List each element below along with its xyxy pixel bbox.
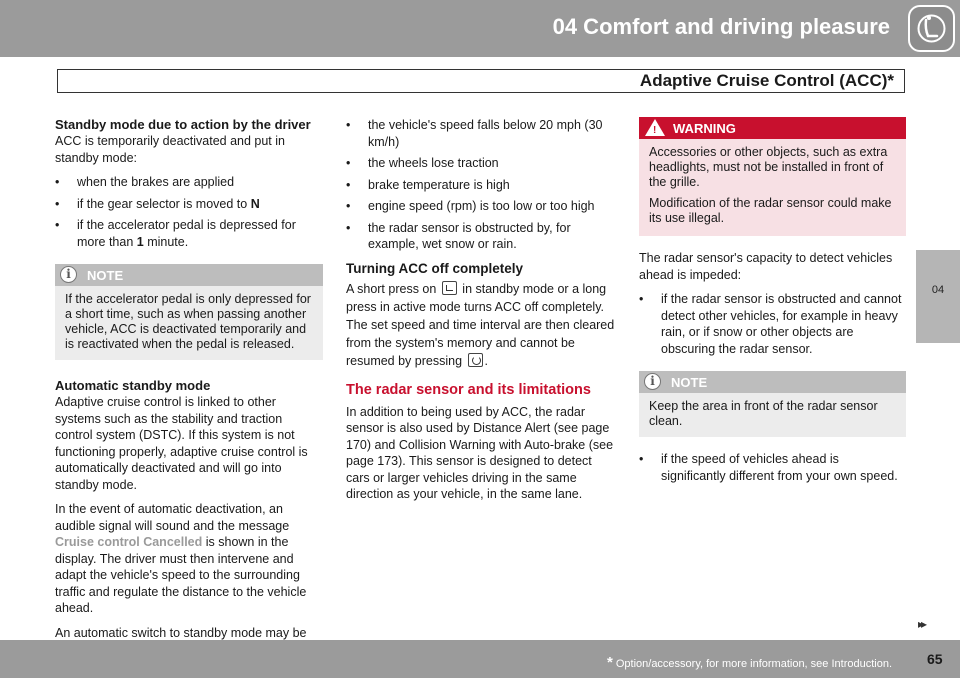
list-item (55, 217, 323, 250)
note-text: If the accelerator pedal is only depressed for a short time, such as when passing another vehicle, ACC is deactivated temporarily and is reactivated when the pedal is released. (65, 292, 311, 351)
bullet-icon: • (346, 220, 351, 235)
bullet-icon: • (639, 452, 644, 466)
warning-label: WARNING (673, 121, 736, 136)
paragraph-text: In the event of automatic deactivation, an audible signal will sound and the message (55, 502, 290, 533)
heading-turning-off: Turning ACC off completely (346, 260, 523, 276)
info-icon: i (60, 266, 77, 283)
paragraph: The radar sensor's capacity to detect vehicles ahead is impeded: (639, 251, 893, 282)
minute-count: 1 (136, 234, 144, 249)
paragraph (55, 501, 323, 617)
paragraph-text: . (484, 354, 488, 368)
paragraph-text: A short press on (346, 282, 440, 296)
note-text: Keep the area in front of the radar sensor clean. (649, 399, 878, 428)
paragraph: Adaptive cruise control is linked to other systems such as the stability and traction control system (DSTC). If this system is not functioning properly, adaptive cruise control is automatically deactivated and will go into standby mode. (55, 395, 308, 492)
list-item (55, 174, 323, 191)
list-item (639, 291, 906, 357)
section-title: Adaptive Cruise Control (ACC)* (639, 71, 894, 90)
list-item-tail: minute. (143, 234, 189, 249)
footer-note-text: Option/accessory, for more information, see Introduction. (612, 658, 892, 670)
paragraph: An automatic switch to standby mode may be (55, 625, 307, 640)
side-tab-label: 04 (931, 284, 945, 296)
list-item (346, 220, 616, 253)
column-3 (639, 117, 906, 492)
bullet-list (639, 451, 906, 484)
list-item (346, 177, 616, 194)
footer-bar (0, 640, 960, 678)
list-item (346, 198, 616, 215)
list-item-text: if the speed of vehicles ahead is significantly different from your own speed. (661, 452, 898, 483)
bullet-list (639, 291, 906, 357)
list-item (346, 155, 616, 172)
paragraph: In addition to being used by ACC, the radar sensor is also used by Distance Alert (see page 170) and Collision Warning with Auto-brake (see page 173). This sensor is designed to detect cars or larger vehicles driving in the same direction as your vehicle, in the same lane. (346, 404, 614, 501)
list-item-text: engine speed (rpm) is too low or too high (368, 199, 595, 213)
bullet-icon: • (346, 177, 351, 192)
warning-box (639, 117, 906, 236)
chapter-title: 04 Comfort and driving pleasure (552, 14, 890, 39)
info-icon: i (644, 373, 661, 390)
list-item (639, 451, 906, 484)
warning-header: ! WARNING (639, 117, 906, 139)
footer-note (607, 654, 892, 671)
paragraph-text: in standby mode or a long press in active mode turns ACC off completely. The set speed and time interval are then cleared from the system's memory and cannot be resumed by pressing (346, 282, 615, 368)
warning-text: Accessories or other objects, such as extra headlights, must not be installed in front of the grille. (649, 145, 888, 189)
bullet-icon: • (55, 196, 60, 211)
paragraph-text: is shown in the display. The driver must then intervene and adapt the vehicle's speed to the surrounding traffic and regulate the distance to the vehicle ahead. (55, 535, 307, 615)
bullet-icon: • (346, 118, 351, 132)
list-item-text: the wheels lose traction (368, 156, 499, 170)
list-item-text: the radar sensor is obstructed by, for example, wet snow or rain. (368, 220, 571, 251)
paragraph: ACC is temporarily deactivated and put in standby mode: (55, 134, 285, 165)
paragraph (346, 280, 616, 370)
note-header (55, 264, 323, 286)
section-header (57, 69, 905, 93)
heading-radar-sensor: The radar sensor and its limitations (346, 382, 591, 398)
list-item (55, 196, 323, 213)
heading-standby-driver: Standby mode due to action by the driver (55, 117, 311, 132)
list-item-text: brake temperature is high (368, 177, 510, 192)
bullet-list (346, 117, 616, 253)
note-label: NOTE (671, 375, 708, 390)
bullet-icon: • (639, 292, 644, 306)
display-message: Cruise control Cancelled (55, 535, 203, 549)
heading-automatic-standby: Automatic standby mode (55, 378, 211, 393)
note-label: NOTE (87, 268, 124, 283)
warning-body (639, 139, 906, 236)
note-box (55, 264, 323, 360)
note-header (639, 371, 906, 393)
bullet-icon: • (346, 156, 351, 170)
bullet-icon: • (346, 199, 351, 213)
asterisk: * (606, 654, 613, 671)
seat-icon (908, 5, 955, 52)
bullet-icon: • (55, 175, 60, 189)
list-item-text: if the gear selector is moved to (77, 196, 251, 211)
list-item-text: when the brakes are applied (77, 175, 235, 189)
page-number: 65 (927, 651, 943, 667)
note-box (639, 371, 906, 437)
chapter-side-tab[interactable] (916, 250, 960, 343)
gear-n-label: N (250, 196, 260, 211)
bullet-icon: • (55, 218, 60, 232)
list-item-text: if the radar sensor is obstructed and cannot detect other vehicles, for example in heavy rain, or if snow or other objects are obscuring the radar sensor. (661, 292, 902, 356)
next-page-arrows-icon[interactable]: ▸▸ (918, 617, 925, 631)
resume-button-icon (468, 353, 483, 367)
warning-text: Modification of the radar sensor could make its use illegal. (649, 196, 892, 225)
bullet-list (55, 174, 323, 250)
list-item-text: if the accelerator pedal is depressed for more than (77, 218, 296, 249)
list-item-text: the vehicle's speed falls below 20 mph (30 km/h) (368, 118, 603, 149)
column-1 (55, 117, 323, 666)
list-item (346, 117, 616, 150)
header-bar (0, 0, 960, 57)
cruise-control-button-icon (442, 281, 457, 295)
column-2 (346, 117, 616, 511)
